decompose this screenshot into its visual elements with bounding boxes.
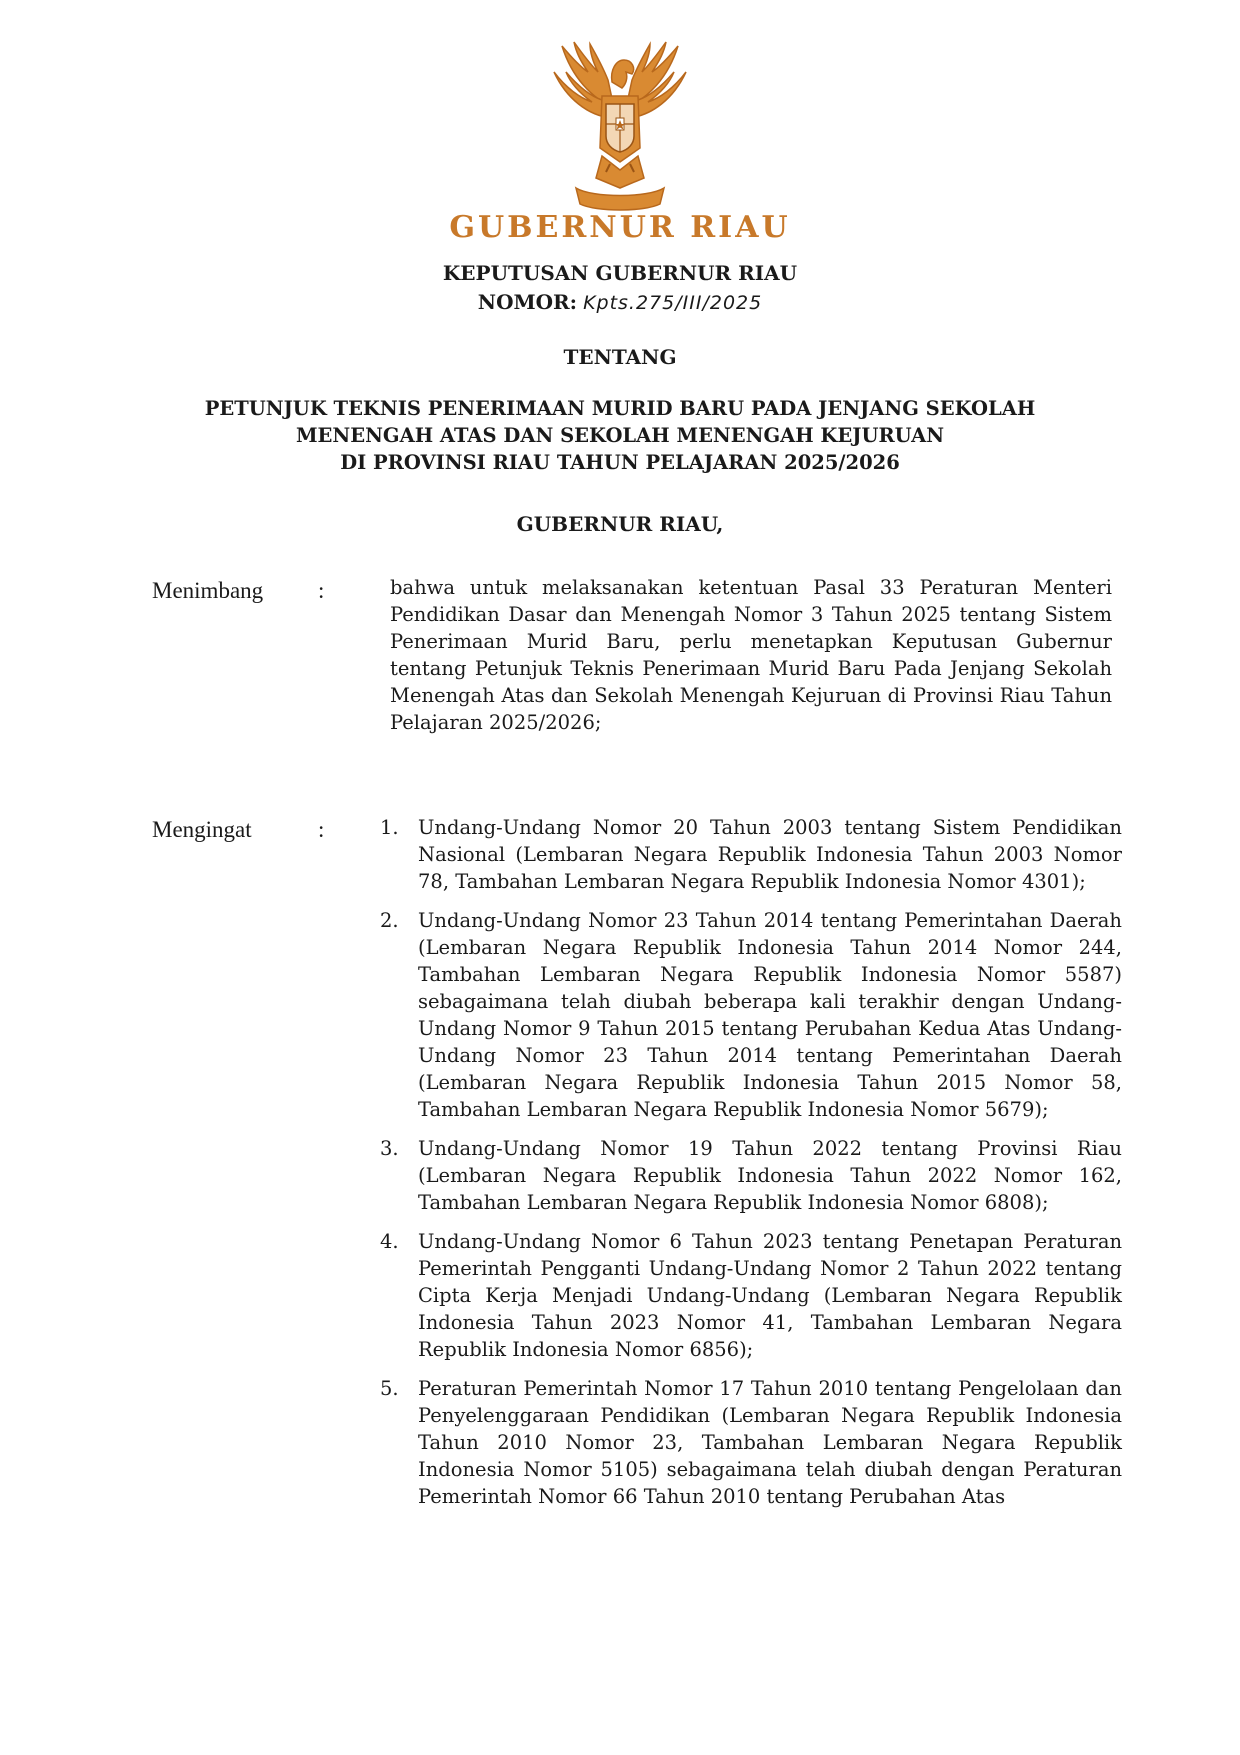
subject-line: PETUNJUK TEKNIS PENERIMAAN MURID BARU PADA JENJANG SEKOLAH: [204, 397, 1036, 420]
item-text: Undang-Undang Nomor 20 Tahun 2003 tentang Sistem Pendidikan Nasional (Lembaran Negara Republik Indonesia Tahun 2003 Nomor 78, Tambahan Lembaran Negara Republik Indonesia Nomor 4301);: [418, 816, 1122, 893]
item-text: Peraturan Pemerintah Nomor 17 Tahun 2010 tentang Pengelolaan dan Penyelenggaraan Pendidikan (Lembaran Negara Republik Indonesia Tahun 2010 Nomor 23, Tambahan Lembaran Negara Republik Indonesia Nomor 5105) sebagaimana telah diubah dengan Peraturan Pemerintah Nomor 66 Tahun 2010 tentang Perubahan Atas: [418, 1377, 1122, 1508]
authority-line: GUBERNUR RIAU,: [516, 512, 724, 536]
menimbang-label: Menimbang: [152, 578, 264, 603]
item-text: Undang-Undang Nomor 23 Tahun 2014 tentang Pemerintahan Daerah (Lembaran Negara Republik Indonesia Tahun 2014 Nomor 244, Tambahan Lembaran Negara Republik Indonesia Nomor 5587) sebagaimana telah diubah beberapa kali terakhir dengan Undang-Undang Nomor 9 Tahun 2015 tentang Perubahan Kedua Atas Undang-Undang Nomor 23 Tahun 2014 tentang Pemerintahan Daerah (Lembaran Negara Republik Indonesia Tahun 2015 Nomor 58, Tambahan Lembaran Negara Republik Indonesia Nomor 5679);: [418, 909, 1122, 1121]
mengingat-colon: :: [318, 817, 325, 842]
item-number: 1.: [380, 816, 399, 839]
list-item: [380, 1228, 1122, 1363]
number-value: Kpts.275/III/2025: [583, 292, 763, 314]
list-item: [380, 1135, 1122, 1216]
list-item: [380, 907, 1122, 1123]
office-title: GUBERNUR RIAU: [449, 210, 791, 245]
list-item: [380, 814, 1122, 895]
decree-title: KEPUTUSAN GUBERNUR RIAU: [442, 261, 798, 285]
item-number: 4.: [380, 1230, 399, 1253]
item-number: 3.: [380, 1137, 399, 1160]
item-text: Undang-Undang Nomor 6 Tahun 2023 tentang Penetapan Peraturan Pemerintah Pengganti Undang-Undang Nomor 2 Tahun 2022 tentang Cipta Kerja Menjadi Undang-Undang (Lembaran Negara Republik Indonesia Tahun 2023 Nomor 41, Tambahan Lembaran Negara Republik Indonesia Nomor 6856);: [418, 1230, 1122, 1361]
decree-number: [0, 290, 1240, 314]
mengingat-label: Mengingat: [152, 817, 252, 842]
item-number: 5.: [380, 1377, 399, 1400]
about-heading: TENTANG: [563, 345, 677, 369]
decree-subject: [150, 395, 1090, 476]
number-label: NOMOR:: [477, 290, 578, 314]
item-number: 2.: [380, 909, 399, 932]
list-item: [380, 1375, 1122, 1510]
mengingat-list: [380, 814, 1122, 1522]
subject-line: MENENGAH ATAS DAN SEKOLAH MENENGAH KEJURUAN: [295, 424, 945, 447]
subject-line: DI PROVINSI RIAU TAHUN PELAJARAN 2025/2026: [340, 451, 900, 474]
menimbang-colon: :: [318, 578, 325, 603]
garuda-emblem-icon: [532, 38, 708, 218]
menimbang-text: bahwa untuk melaksanakan ketentuan Pasal 33 Peraturan Menteri Pendidikan Dasar dan Menengah Nomor 3 Tahun 2025 tentang Sistem Penerimaan Murid Baru, perlu menetapkan Keputusan Gubernur tentang Petunjuk Teknis Penerimaan Murid Baru Pada Jenjang Sekolah Menengah Atas dan Sekolah Menengah Kejuruan di Provinsi Riau Tahun Pelajaran 2025/2026;: [390, 576, 1112, 734]
item-text: Undang-Undang Nomor 19 Tahun 2022 tentang Provinsi Riau (Lembaran Negara Republik Indonesia Tahun 2022 Nomor 162, Tambahan Lembaran Negara Republik Indonesia Nomor 6808);: [418, 1137, 1122, 1214]
